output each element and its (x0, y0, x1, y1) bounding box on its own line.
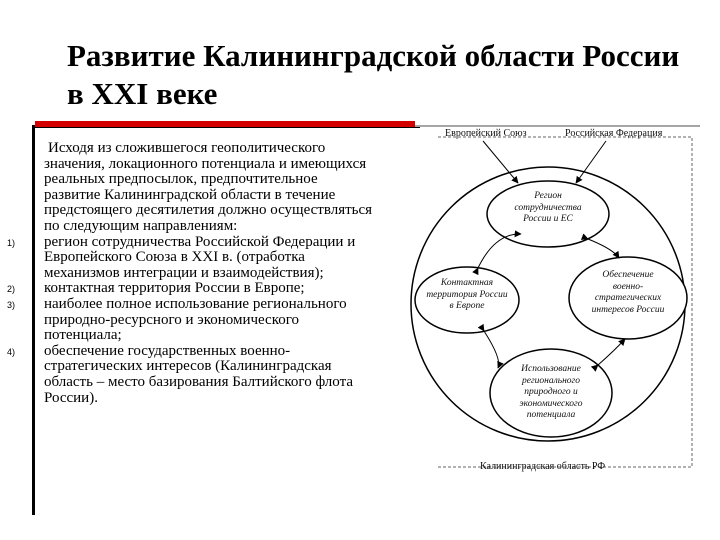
list-number: 3) (7, 299, 16, 310)
list-item-text: контактная территория России в Европе; (44, 280, 305, 297)
list-item-text: наиболее полное использование регионального природно-ресурсного и экономического потенциала; (44, 295, 347, 344)
list-item-text: обеспечение государственных военно-стратегических интересов (Калининградская область – место базирования Балтийского флота России). (44, 342, 353, 406)
intro-paragraph: Исходя из сложившегося геополитического значения, локационного потенциала и имеющихся реальных предпосылок, предпочтительное развитие Калининградской области в течение предстоящего десятилетия должно осуществляться по следующим направлениям: (44, 140, 373, 234)
rf-label: Российская Федерация (565, 128, 663, 139)
list-item (7, 280, 374, 297)
list-number: 2) (7, 284, 16, 295)
list-item-text: регион сотрудничества Российской Федерации и Европейского Союза в XXI в. (отработка механизмов интеграции и взаимодействия); (44, 233, 356, 281)
node-top-label: Регион сотрудничества России и ЕС (514, 191, 582, 224)
page-title: Развитие Калининградской области России в XXI веке (67, 38, 680, 111)
list-item (7, 342, 374, 406)
red-accent-bar (35, 121, 415, 127)
link-bottom-right (598, 339, 625, 365)
node-left-label: Контактная территория России в Европе (426, 278, 508, 311)
list-item (7, 233, 374, 282)
arrow-eu (483, 141, 518, 183)
list-number: 1) (7, 237, 16, 248)
eu-label: Европейский Союз (445, 128, 527, 139)
link-left-bottom (484, 331, 499, 368)
arrow-rf (576, 141, 606, 183)
list-number: 4) (7, 346, 16, 357)
link-top-right (588, 239, 619, 258)
list-item (7, 295, 374, 344)
kaliningrad-label: Калининградская область РФ (480, 461, 606, 472)
body-text (7, 140, 374, 406)
diagram (400, 125, 700, 485)
node-right-label: Обеспечение военно-стратегических интересов России (591, 270, 665, 315)
frame-left-line (32, 125, 35, 515)
node-bottom-label: Использование регионального природного и экономического потенциала (519, 364, 583, 420)
